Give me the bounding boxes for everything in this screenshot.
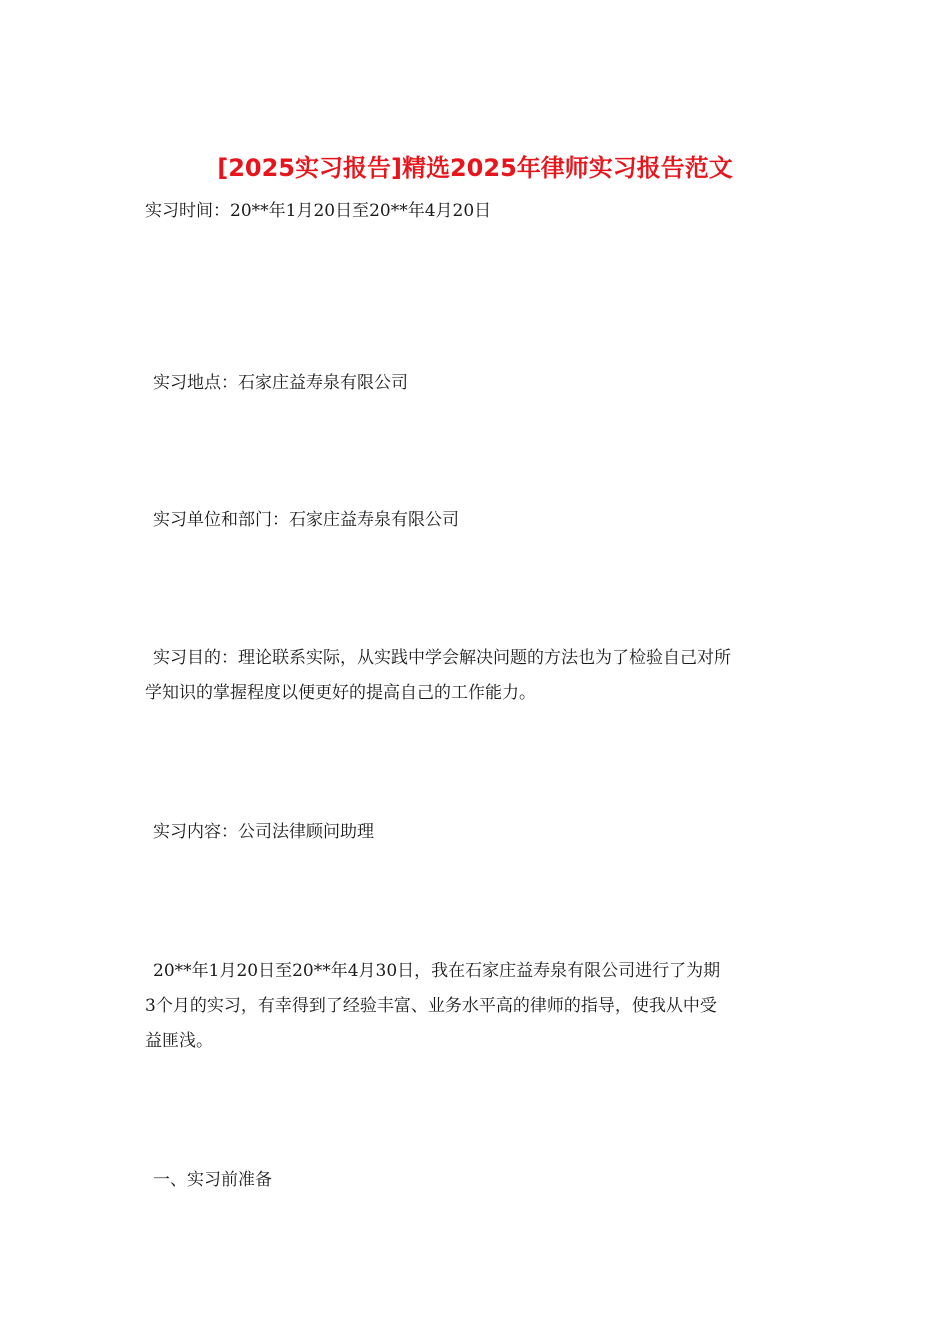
summary-line-2: 3个月的实习，有幸得到了经验丰富、业务水平高的律师的指导，使我从中受: [145, 996, 717, 1016]
internship-location-paragraph: 实习地点：石家庄益寿泉有限公司: [153, 373, 408, 393]
document-title: [2025实习报告]精选2025年律师实习报告范文: [217, 154, 733, 182]
summary-line-1: 20**年1月20日至20**年4月30日，我在石家庄益寿泉有限公司进行了为期: [153, 961, 721, 981]
summary-line-3: 益匪浅。: [145, 1031, 213, 1051]
internship-purpose-paragraph: [145, 641, 805, 711]
internship-summary-paragraph: [145, 954, 805, 1059]
internship-time-paragraph: 实习时间：20**年1月20日至20**年4月20日: [145, 201, 492, 221]
section-1-heading: 一、实习前准备: [153, 1170, 272, 1190]
purpose-line-2: 学知识的掌握程度以便更好的提高自己的工作能力。: [145, 683, 536, 703]
internship-content-paragraph: 实习内容：公司法律顾问助理: [153, 822, 374, 842]
purpose-line-1: 实习目的：理论联系实际，从实践中学会解决问题的方法也为了检验自己对所: [153, 648, 731, 668]
internship-unit-paragraph: 实习单位和部门：石家庄益寿泉有限公司: [153, 510, 459, 530]
